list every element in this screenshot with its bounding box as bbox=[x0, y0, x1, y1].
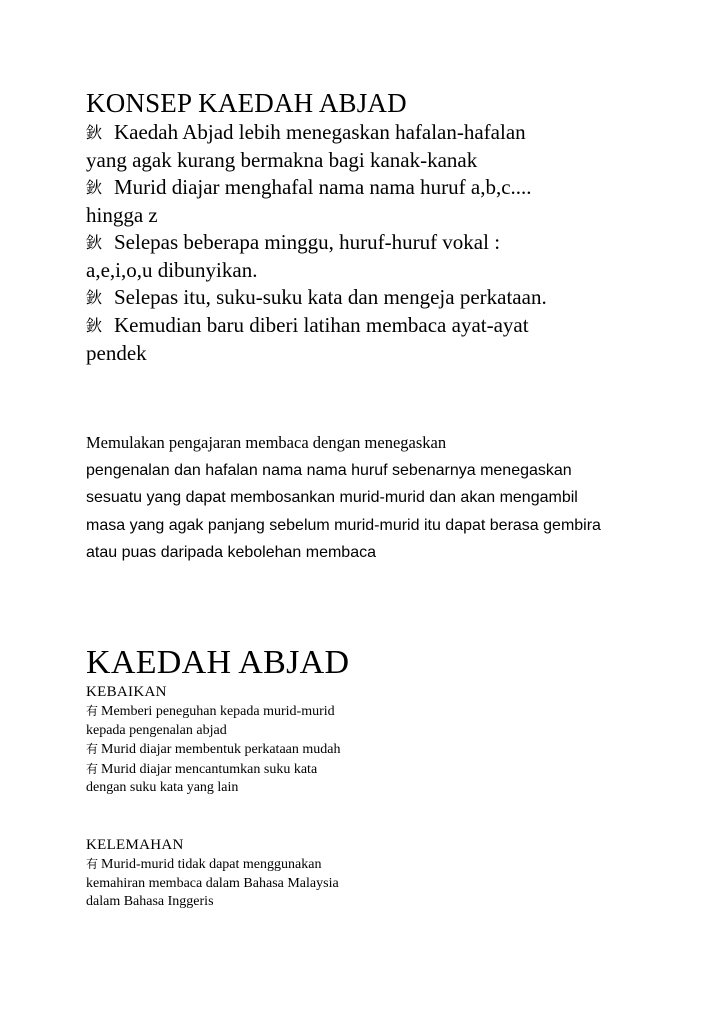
bullet-icon: 鈥 bbox=[86, 318, 103, 335]
list-item-text: Selepas itu, suku-suku kata dan mengeja perkataan. bbox=[114, 285, 547, 309]
list-item bbox=[86, 740, 346, 760]
list-item-text: Memberi peneguhan kepada murid-murid kepada pengenalan abjad bbox=[86, 704, 335, 738]
body-paragraph bbox=[86, 429, 606, 567]
paragraph-first-line: Memulakan pengajaran membaca dengan menegaskan bbox=[86, 433, 447, 452]
list-item bbox=[86, 174, 556, 229]
list-item bbox=[86, 855, 346, 912]
kebaikan-section bbox=[86, 683, 346, 798]
list-item-text: Murid diajar mencantumkan suku kata dengan suku kata yang lain bbox=[86, 761, 318, 795]
list-item-text: Murid diajar membentuk perkataan mudah bbox=[101, 742, 341, 757]
kelemahan-section bbox=[86, 836, 346, 912]
list-item-text: Selepas beberapa minggu, huruf-huruf vokal : a,e,i,o,u dibunyikan. bbox=[86, 230, 501, 282]
kaedah-title: KAEDAH ABJAD bbox=[86, 644, 350, 681]
list-item bbox=[86, 229, 556, 284]
list-item bbox=[86, 702, 346, 740]
bullet-icon: 有 bbox=[86, 704, 99, 718]
bullet-icon: 鈥 bbox=[86, 235, 103, 252]
bullet-icon: 鈥 bbox=[86, 125, 103, 142]
bullet-icon: 有 bbox=[86, 857, 99, 871]
list-item-text: Murid-murid tidak dapat menggunakan kemahiran membaca dalam Bahasa Malaysia dalam Bahasa Inggeris bbox=[86, 857, 339, 909]
list-item bbox=[86, 119, 556, 174]
list-item-text: Kemudian baru diberi latihan membaca ayat-ayat pendek bbox=[86, 313, 529, 365]
kebaikan-heading: KEBAIKAN bbox=[86, 684, 167, 700]
bullet-icon: 鈥 bbox=[86, 290, 103, 307]
bullet-icon: 有 bbox=[86, 742, 99, 756]
konsep-title: KONSEP KAEDAH ABJAD bbox=[86, 88, 407, 118]
konsep-bullet-list bbox=[86, 119, 556, 367]
list-item-text: Murid diajar menghafal nama nama huruf a,b,c.... hingga z bbox=[86, 175, 532, 227]
paragraph-body-text: pengenalan dan hafalan nama nama huruf sebenarnya menegaskan sesuatu yang dapat membosankan murid-murid dan akan mengambil masa yang agak panjang sebelum murid-murid itu dapat berasa gembira atau puas daripada kebolehan membaca bbox=[86, 461, 601, 561]
list-item-text: Kaedah Abjad lebih menegaskan hafalan-hafalan yang agak kurang bermakna bagi kanak-kanak bbox=[86, 120, 526, 172]
list-item bbox=[86, 760, 346, 798]
kelemahan-heading: KELEMAHAN bbox=[86, 837, 184, 853]
bullet-icon: 鈥 bbox=[86, 180, 103, 197]
list-item bbox=[86, 284, 556, 312]
list-item bbox=[86, 312, 556, 367]
bullet-icon: 有 bbox=[86, 761, 99, 776]
